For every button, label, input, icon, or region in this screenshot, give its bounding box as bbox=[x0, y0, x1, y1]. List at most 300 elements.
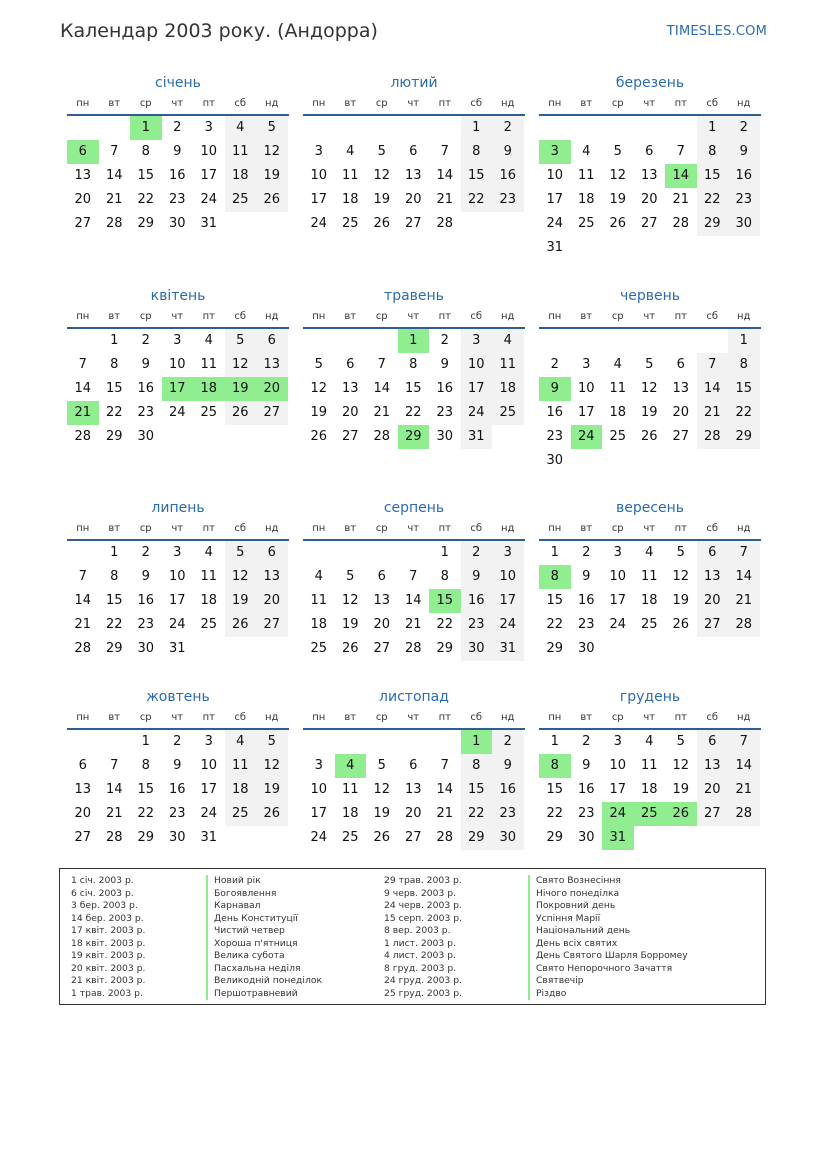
day-cell: 10 bbox=[200, 758, 218, 773]
day-cell: 29 bbox=[137, 216, 155, 231]
weekday-label: ср bbox=[139, 311, 152, 322]
day-cell: 3 bbox=[204, 734, 213, 749]
day-cell: 8 bbox=[440, 569, 449, 584]
day-cell: 22 bbox=[105, 405, 123, 420]
day-cell: 16 bbox=[168, 168, 186, 183]
week-row bbox=[539, 236, 761, 260]
day-cell: 11 bbox=[577, 168, 595, 183]
day-cell: 24 bbox=[200, 806, 218, 821]
day-cell: 29 bbox=[697, 212, 729, 236]
weekday-label: сб bbox=[706, 712, 719, 723]
day-cell: 31 bbox=[200, 830, 218, 845]
week-row bbox=[67, 613, 289, 637]
day-cell: 15 bbox=[728, 377, 760, 401]
empty-cell bbox=[256, 637, 288, 661]
day-cell: 8 bbox=[539, 754, 571, 778]
day-cell: 8 bbox=[409, 357, 418, 372]
week-row bbox=[303, 541, 525, 565]
day-cell: 26 bbox=[256, 188, 288, 212]
day-cell: 20 bbox=[672, 405, 690, 420]
day-cell: 28 bbox=[672, 216, 690, 231]
legend-holiday-name: День Конституції bbox=[206, 913, 322, 926]
day-cell: 9 bbox=[173, 758, 182, 773]
empty-cell bbox=[398, 730, 430, 754]
day-cell: 14 bbox=[74, 381, 92, 396]
empty-cell bbox=[225, 425, 257, 449]
day-cell: 29 bbox=[137, 830, 155, 845]
day-cell: 4 bbox=[645, 545, 654, 560]
day-cell: 30 bbox=[546, 453, 564, 468]
day-cell: 17 bbox=[492, 589, 524, 613]
month-block bbox=[539, 285, 761, 473]
day-cell: 10 bbox=[168, 569, 186, 584]
month-block bbox=[67, 686, 289, 850]
day-cell: 12 bbox=[225, 565, 257, 589]
day-cell: 25 bbox=[492, 401, 524, 425]
week-row bbox=[67, 754, 289, 778]
empty-cell bbox=[571, 449, 603, 473]
week-row bbox=[303, 212, 525, 236]
day-cell: 18 bbox=[225, 778, 257, 802]
day-cell: 4 bbox=[335, 754, 367, 778]
weekday-label: чт bbox=[171, 523, 184, 534]
day-cell: 7 bbox=[78, 357, 87, 372]
day-cell: 21 bbox=[728, 589, 760, 613]
day-cell: 15 bbox=[137, 168, 155, 183]
day-cell: 13 bbox=[404, 782, 422, 797]
day-cell: 14 bbox=[665, 164, 697, 188]
day-cell: 4 bbox=[645, 734, 654, 749]
day-cell: 26 bbox=[341, 641, 359, 656]
week-row bbox=[539, 449, 761, 473]
weekday-header bbox=[303, 94, 525, 116]
week-row bbox=[303, 826, 525, 850]
weekday-label: нд bbox=[737, 98, 751, 109]
day-cell: 2 bbox=[141, 333, 150, 348]
day-cell: 19 bbox=[672, 593, 690, 608]
day-cell: 1 bbox=[110, 333, 119, 348]
day-cell: 17 bbox=[461, 377, 493, 401]
month-block bbox=[539, 686, 761, 850]
day-cell: 15 bbox=[546, 782, 564, 797]
day-cell: 13 bbox=[672, 381, 690, 396]
weekday-label: сб bbox=[706, 311, 719, 322]
empty-cell bbox=[429, 730, 461, 754]
day-cell: 27 bbox=[256, 401, 288, 425]
day-cell: 8 bbox=[110, 569, 119, 584]
day-cell: 20 bbox=[74, 192, 92, 207]
day-cell: 24 bbox=[546, 216, 564, 231]
weekday-label: чт bbox=[407, 311, 420, 322]
day-cell: 12 bbox=[672, 569, 690, 584]
day-cell: 24 bbox=[168, 405, 186, 420]
weekday-label: ср bbox=[611, 311, 624, 322]
day-cell: 12 bbox=[256, 140, 288, 164]
weekday-label: нд bbox=[737, 311, 751, 322]
day-cell: 8 bbox=[141, 144, 150, 159]
weekday-label: вт bbox=[108, 311, 121, 322]
week-row bbox=[303, 589, 525, 613]
empty-cell bbox=[602, 637, 634, 661]
day-cell: 1 bbox=[697, 116, 729, 140]
day-cell: 4 bbox=[204, 333, 213, 348]
month-block bbox=[539, 72, 761, 260]
weekday-label: нд bbox=[737, 712, 751, 723]
day-cell: 27 bbox=[341, 429, 359, 444]
day-cell: 9 bbox=[582, 569, 591, 584]
day-cell: 20 bbox=[74, 806, 92, 821]
week-row bbox=[303, 401, 525, 425]
week-row bbox=[303, 116, 525, 140]
day-cell: 17 bbox=[200, 168, 218, 183]
day-cell: 11 bbox=[609, 381, 627, 396]
empty-cell bbox=[303, 541, 335, 565]
day-cell: 24 bbox=[461, 401, 493, 425]
weekday-label: ср bbox=[375, 98, 388, 109]
weekday-label: нд bbox=[265, 311, 279, 322]
weekday-header bbox=[539, 708, 761, 730]
day-cell: 13 bbox=[74, 168, 92, 183]
day-cell: 6 bbox=[346, 357, 355, 372]
day-cell: 15 bbox=[461, 778, 493, 802]
week-row bbox=[539, 589, 761, 613]
day-cell: 7 bbox=[697, 353, 729, 377]
day-cell: 25 bbox=[609, 429, 627, 444]
day-cell: 17 bbox=[168, 593, 186, 608]
week-row bbox=[303, 164, 525, 188]
week-row bbox=[67, 377, 289, 401]
legend-date: 17 квіт. 2003 р. bbox=[71, 925, 146, 936]
legend-holiday-name: Різдво bbox=[528, 988, 688, 1001]
day-cell: 30 bbox=[137, 429, 155, 444]
day-cell: 16 bbox=[492, 778, 524, 802]
empty-cell bbox=[366, 730, 398, 754]
legend-date: 24 черв. 2003 р. bbox=[384, 900, 462, 911]
day-cell: 29 bbox=[105, 641, 123, 656]
day-cell: 31 bbox=[461, 425, 493, 449]
day-cell: 16 bbox=[577, 593, 595, 608]
empty-cell bbox=[67, 730, 99, 754]
day-cell: 31 bbox=[492, 637, 524, 661]
day-cell: 7 bbox=[78, 569, 87, 584]
empty-cell bbox=[697, 449, 729, 473]
weekday-label: ср bbox=[611, 712, 624, 723]
day-cell: 27 bbox=[74, 216, 92, 231]
day-cell: 1 bbox=[550, 545, 559, 560]
weekday-label: пн bbox=[548, 523, 562, 534]
day-cell: 19 bbox=[341, 617, 359, 632]
empty-cell bbox=[492, 212, 524, 236]
day-cell: 21 bbox=[404, 617, 422, 632]
day-cell: 4 bbox=[225, 116, 257, 140]
day-cell: 3 bbox=[613, 545, 622, 560]
day-cell: 10 bbox=[200, 144, 218, 159]
day-cell: 21 bbox=[373, 405, 391, 420]
week-row bbox=[539, 754, 761, 778]
weekday-label: чт bbox=[171, 712, 184, 723]
day-cell: 5 bbox=[645, 357, 654, 372]
empty-cell bbox=[634, 637, 666, 661]
day-cell: 12 bbox=[256, 754, 288, 778]
legend-holiday-name: Свято Вознесіння bbox=[528, 875, 688, 888]
day-cell: 18 bbox=[200, 593, 218, 608]
legend-date: 3 бер. 2003 р. bbox=[71, 900, 138, 911]
week-row bbox=[67, 140, 289, 164]
day-cell: 11 bbox=[225, 140, 257, 164]
legend-date: 24 груд. 2003 р. bbox=[384, 975, 462, 986]
legend-date: 29 трав. 2003 р. bbox=[384, 875, 462, 886]
empty-cell bbox=[728, 826, 760, 850]
empty-cell bbox=[67, 116, 99, 140]
brand-link[interactable]: TIMESLES.COM bbox=[666, 24, 767, 39]
empty-cell bbox=[665, 826, 697, 850]
day-cell: 17 bbox=[310, 806, 328, 821]
day-cell: 23 bbox=[137, 405, 155, 420]
week-row bbox=[539, 802, 761, 826]
week-row bbox=[539, 401, 761, 425]
empty-cell bbox=[162, 425, 194, 449]
day-cell: 27 bbox=[640, 216, 658, 231]
weekday-label: пн bbox=[312, 311, 326, 322]
empty-cell bbox=[256, 826, 288, 850]
day-cell: 19 bbox=[609, 192, 627, 207]
legend-date: 20 квіт. 2003 р. bbox=[71, 962, 146, 974]
day-cell: 26 bbox=[256, 802, 288, 826]
empty-cell bbox=[539, 116, 571, 140]
weekday-label: ср bbox=[375, 523, 388, 534]
day-cell: 22 bbox=[404, 405, 422, 420]
day-cell: 2 bbox=[173, 120, 182, 135]
day-cell: 2 bbox=[582, 545, 591, 560]
day-cell: 1 bbox=[398, 329, 430, 353]
weekday-label: пт bbox=[202, 98, 215, 109]
empty-cell bbox=[225, 826, 257, 850]
day-cell: 25 bbox=[225, 802, 257, 826]
legend-date: 25 груд. 2003 р. bbox=[384, 987, 462, 999]
day-cell: 22 bbox=[105, 617, 123, 632]
day-cell: 19 bbox=[310, 405, 328, 420]
month-name: січень bbox=[155, 75, 201, 91]
weekday-label: пт bbox=[674, 712, 687, 723]
day-cell: 7 bbox=[440, 144, 449, 159]
day-cell: 30 bbox=[168, 216, 186, 231]
empty-cell bbox=[634, 826, 666, 850]
day-cell: 11 bbox=[310, 593, 328, 608]
day-cell: 6 bbox=[256, 541, 288, 565]
month-name: вересень bbox=[615, 500, 685, 516]
day-cell: 25 bbox=[577, 216, 595, 231]
day-cell: 1 bbox=[141, 734, 150, 749]
day-cell: 22 bbox=[137, 806, 155, 821]
day-cell: 29 bbox=[461, 826, 493, 850]
day-cell: 15 bbox=[697, 164, 729, 188]
weekday-label: пн bbox=[76, 712, 90, 723]
empty-cell bbox=[697, 329, 729, 353]
day-cell: 28 bbox=[105, 830, 123, 845]
weekday-label: чт bbox=[171, 311, 184, 322]
day-cell: 12 bbox=[373, 168, 391, 183]
weekday-label: пт bbox=[202, 712, 215, 723]
weekday-label: нд bbox=[737, 523, 751, 534]
day-cell: 6 bbox=[676, 357, 685, 372]
day-cell: 16 bbox=[137, 381, 155, 396]
day-cell: 31 bbox=[168, 641, 186, 656]
week-row bbox=[539, 212, 761, 236]
day-cell: 14 bbox=[105, 168, 123, 183]
week-row bbox=[67, 188, 289, 212]
empty-cell bbox=[728, 637, 760, 661]
day-cell: 28 bbox=[373, 429, 391, 444]
day-cell: 31 bbox=[546, 240, 564, 255]
day-cell: 5 bbox=[256, 116, 288, 140]
day-cell: 2 bbox=[440, 333, 449, 348]
empty-cell bbox=[665, 116, 697, 140]
day-cell: 3 bbox=[314, 758, 323, 773]
empty-cell bbox=[571, 236, 603, 260]
day-cell: 8 bbox=[461, 754, 493, 778]
day-cell: 29 bbox=[436, 641, 454, 656]
week-row bbox=[67, 541, 289, 565]
day-cell: 25 bbox=[310, 641, 328, 656]
empty-cell bbox=[256, 212, 288, 236]
day-cell: 1 bbox=[461, 730, 493, 754]
day-cell: 11 bbox=[225, 754, 257, 778]
day-cell: 29 bbox=[728, 425, 760, 449]
legend-date: 1 лист. 2003 р. bbox=[384, 937, 456, 949]
week-row bbox=[539, 377, 761, 401]
day-cell: 9 bbox=[492, 754, 524, 778]
week-row bbox=[67, 212, 289, 236]
day-cell: 20 bbox=[640, 192, 658, 207]
day-cell: 12 bbox=[672, 758, 690, 773]
month-name: лютий bbox=[390, 75, 438, 91]
empty-cell bbox=[697, 826, 729, 850]
day-cell: 30 bbox=[577, 830, 595, 845]
day-cell: 5 bbox=[346, 569, 355, 584]
weekday-header bbox=[67, 708, 289, 730]
day-cell: 21 bbox=[672, 192, 690, 207]
empty-cell bbox=[193, 425, 225, 449]
day-cell: 18 bbox=[640, 782, 658, 797]
day-cell: 27 bbox=[404, 216, 422, 231]
weekday-label: пт bbox=[674, 98, 687, 109]
day-cell: 1 bbox=[440, 545, 449, 560]
weekday-label: ср bbox=[375, 311, 388, 322]
day-cell: 20 bbox=[341, 405, 359, 420]
empty-cell bbox=[461, 212, 493, 236]
day-cell: 16 bbox=[168, 782, 186, 797]
empty-cell bbox=[366, 116, 398, 140]
month-block bbox=[67, 285, 289, 449]
day-cell: 17 bbox=[200, 782, 218, 797]
empty-cell bbox=[665, 329, 697, 353]
week-row bbox=[303, 353, 525, 377]
day-cell: 22 bbox=[137, 192, 155, 207]
weekday-header bbox=[67, 519, 289, 541]
day-cell: 26 bbox=[225, 401, 257, 425]
empty-cell bbox=[634, 449, 666, 473]
week-row bbox=[67, 425, 289, 449]
day-cell: 17 bbox=[577, 405, 595, 420]
empty-cell bbox=[602, 236, 634, 260]
day-cell: 21 bbox=[74, 617, 92, 632]
legend-holiday-name: Чистий четвер bbox=[206, 925, 322, 938]
day-cell: 25 bbox=[634, 802, 666, 826]
weekday-header bbox=[303, 708, 525, 730]
day-cell: 1 bbox=[461, 116, 493, 140]
weekday-label: ср bbox=[375, 712, 388, 723]
day-cell: 18 bbox=[310, 617, 328, 632]
day-cell: 18 bbox=[640, 593, 658, 608]
holiday-legend bbox=[59, 868, 766, 1005]
weekday-label: вт bbox=[108, 523, 121, 534]
week-row bbox=[539, 565, 761, 589]
legend-holiday-name: Нічого понеділка bbox=[528, 888, 688, 901]
day-cell: 23 bbox=[546, 429, 564, 444]
day-cell: 2 bbox=[550, 357, 559, 372]
weekday-label: пт bbox=[438, 712, 451, 723]
weekday-header bbox=[67, 307, 289, 329]
day-cell: 4 bbox=[314, 569, 323, 584]
weekday-label: сб bbox=[470, 311, 483, 322]
weekday-header bbox=[539, 94, 761, 116]
legend-holiday-name: Першотравневий bbox=[206, 988, 322, 1001]
month-name: червень bbox=[619, 288, 681, 304]
empty-cell bbox=[634, 116, 666, 140]
empty-cell bbox=[665, 637, 697, 661]
day-cell: 2 bbox=[492, 730, 524, 754]
day-cell: 23 bbox=[492, 188, 524, 212]
day-cell: 19 bbox=[672, 782, 690, 797]
day-cell: 2 bbox=[582, 734, 591, 749]
weekday-label: пн bbox=[312, 98, 326, 109]
day-cell: 25 bbox=[341, 830, 359, 845]
legend-date: 14 бер. 2003 р. bbox=[71, 912, 144, 924]
day-cell: 26 bbox=[310, 429, 328, 444]
day-cell: 4 bbox=[204, 545, 213, 560]
month-block bbox=[67, 72, 289, 236]
day-cell: 1 bbox=[130, 116, 162, 140]
week-row bbox=[539, 188, 761, 212]
weekday-label: пт bbox=[438, 523, 451, 534]
day-cell: 15 bbox=[429, 589, 461, 613]
day-cell: 12 bbox=[225, 353, 257, 377]
day-cell: 19 bbox=[373, 806, 391, 821]
day-cell: 10 bbox=[492, 565, 524, 589]
empty-cell bbox=[303, 329, 335, 353]
day-cell: 9 bbox=[461, 565, 493, 589]
day-cell: 17 bbox=[310, 192, 328, 207]
day-cell: 14 bbox=[404, 593, 422, 608]
day-cell: 24 bbox=[571, 425, 603, 449]
day-cell: 14 bbox=[728, 565, 760, 589]
legend-date: 21 квіт. 2003 р. bbox=[71, 975, 146, 986]
day-cell: 13 bbox=[256, 565, 288, 589]
day-cell: 10 bbox=[310, 168, 328, 183]
weekday-label: вт bbox=[344, 712, 357, 723]
legend-date: 1 січ. 2003 р. bbox=[71, 875, 134, 886]
day-cell: 7 bbox=[110, 758, 119, 773]
weekday-header bbox=[539, 519, 761, 541]
day-cell: 3 bbox=[314, 144, 323, 159]
weekday-header bbox=[303, 307, 525, 329]
day-cell: 15 bbox=[137, 782, 155, 797]
legend-holiday-name: Пасхальна неділя bbox=[206, 963, 322, 976]
day-cell: 14 bbox=[728, 754, 760, 778]
week-row bbox=[303, 377, 525, 401]
week-row bbox=[67, 778, 289, 802]
day-cell: 26 bbox=[609, 216, 627, 231]
